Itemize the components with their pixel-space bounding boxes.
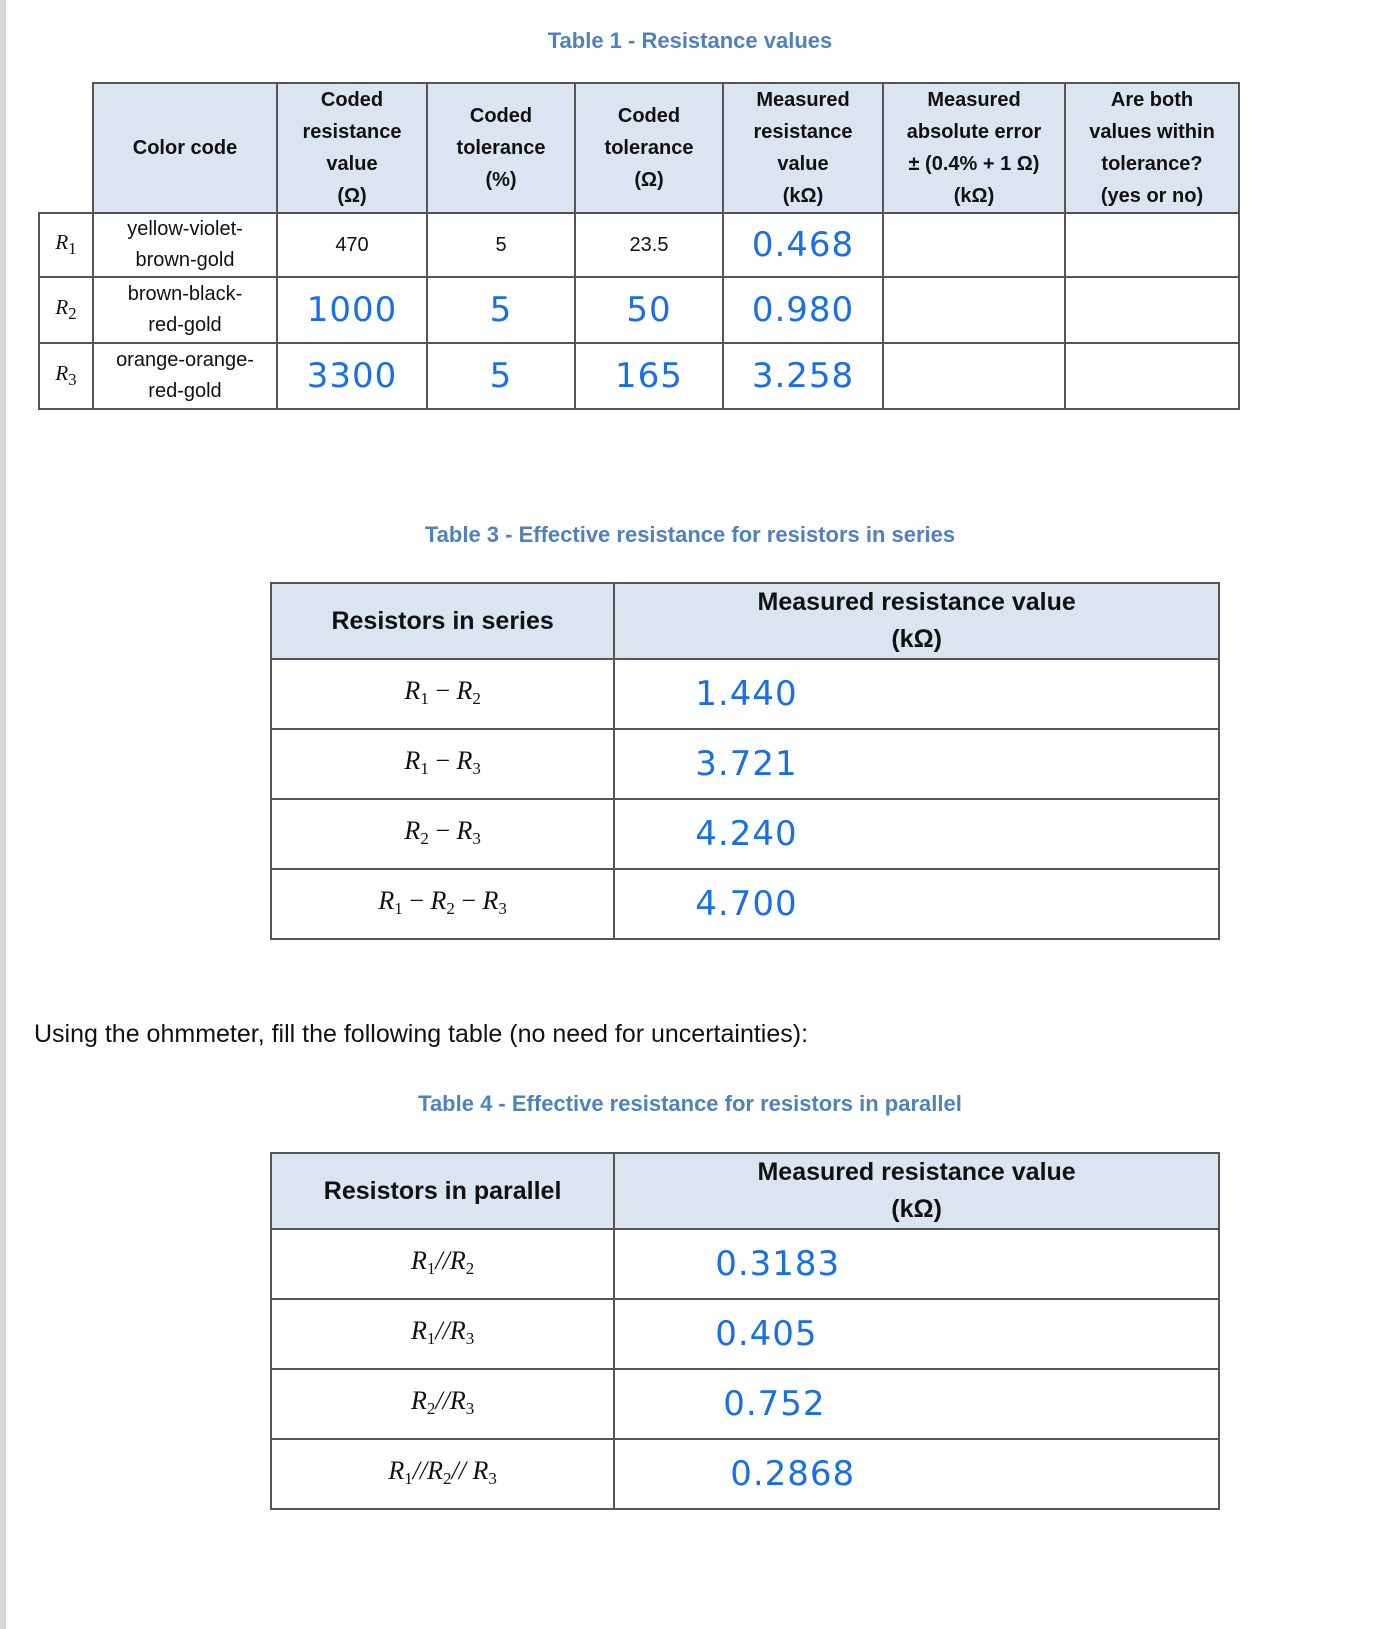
series-combo: $R_1 - R_2 - R_3$ xyxy=(271,869,614,939)
table4-row xyxy=(271,1229,1219,1299)
header-coded-value: Coded resistance value (Ω) xyxy=(277,83,427,213)
coded-value-cell[interactable]: 1000 xyxy=(277,277,427,343)
tol-ohm-cell[interactable]: 165 xyxy=(575,343,723,409)
parallel-value[interactable]: 0.2868 xyxy=(614,1439,1219,1509)
coded-value-cell[interactable]: 3300 xyxy=(277,343,427,409)
series-combo: $R_1 - R_3$ xyxy=(271,729,614,799)
table1-header-row xyxy=(39,83,1239,213)
within-cell[interactable] xyxy=(1065,343,1239,409)
table4-row xyxy=(271,1299,1219,1369)
parallel-combo: $R_1//R_3$ xyxy=(271,1299,614,1369)
table4-row xyxy=(271,1439,1219,1509)
page-edge xyxy=(0,0,6,1629)
header-resistors-parallel: Resistors in parallel xyxy=(271,1153,614,1229)
table4-row xyxy=(271,1369,1219,1439)
series-value[interactable]: 3.721 xyxy=(614,729,1219,799)
tol-ohm-cell: 23.5 xyxy=(575,213,723,277)
table3 xyxy=(270,582,1220,940)
abs-error-cell[interactable] xyxy=(883,213,1065,277)
within-cell[interactable] xyxy=(1065,277,1239,343)
series-combo: $R_2 - R_3$ xyxy=(271,799,614,869)
header-coded-tol-ohm: Coded tolerance (Ω) xyxy=(575,83,723,213)
header-abs-error: Measured absolute error ± (0.4% + 1 Ω) (kΩ) xyxy=(883,83,1065,213)
row-label: $R_2$ xyxy=(39,277,93,343)
table3-row xyxy=(271,659,1219,729)
table1-row-r3 xyxy=(39,343,1239,409)
row-label: $R_1$ xyxy=(39,213,93,277)
parallel-value[interactable]: 0.752 xyxy=(614,1369,1219,1439)
parallel-combo: $R_1//R_2//$ $R_3$ xyxy=(271,1439,614,1509)
within-cell[interactable] xyxy=(1065,213,1239,277)
table1 xyxy=(38,82,1240,410)
instruction-text: Using the ohmmeter, fill the following table (no need for uncertainties): xyxy=(34,1020,809,1048)
header-within-tolerance: Are both values within tolerance? (yes or no) xyxy=(1065,83,1239,213)
table3-row xyxy=(271,799,1219,869)
color-code-cell: brown-black- red-gold xyxy=(93,277,277,343)
parallel-value[interactable]: 0.3183 xyxy=(614,1229,1219,1299)
header-measured-parallel: Measured resistance value (kΩ) xyxy=(614,1153,1219,1229)
series-value[interactable]: 4.240 xyxy=(614,799,1219,869)
table3-caption: Table 3 - Effective resistance for resistors in series xyxy=(424,522,956,547)
header-resistors-series: Resistors in series xyxy=(271,583,614,659)
table1-row-r2 xyxy=(39,277,1239,343)
series-combo: $R_1 - R_2$ xyxy=(271,659,614,729)
header-measured-value: Measured resistance value (kΩ) xyxy=(723,83,883,213)
abs-error-cell[interactable] xyxy=(883,343,1065,409)
parallel-combo: $R_2//R_3$ xyxy=(271,1369,614,1439)
header-coded-tol-pct: Coded tolerance (%) xyxy=(427,83,575,213)
measured-cell[interactable]: 3.258 xyxy=(723,343,883,409)
table4-header-row xyxy=(271,1153,1219,1229)
parallel-value[interactable]: 0.405 xyxy=(614,1299,1219,1369)
row-label: $R_3$ xyxy=(39,343,93,409)
measured-cell[interactable]: 0.468 xyxy=(723,213,883,277)
parallel-combo: $R_1//R_2$ xyxy=(271,1229,614,1299)
series-value[interactable]: 4.700 xyxy=(614,869,1219,939)
table4 xyxy=(270,1152,1220,1510)
color-code-cell: yellow-violet- brown-gold xyxy=(93,213,277,277)
tol-pct-cell[interactable]: 5 xyxy=(427,343,575,409)
table3-row xyxy=(271,729,1219,799)
tol-pct-cell[interactable]: 5 xyxy=(427,277,575,343)
abs-error-cell[interactable] xyxy=(883,277,1065,343)
coded-value-cell: 470 xyxy=(277,213,427,277)
table4-caption: Table 4 - Effective resistance for resistors in parallel xyxy=(418,1091,962,1116)
color-code-cell: orange-orange- red-gold xyxy=(93,343,277,409)
table3-row xyxy=(271,869,1219,939)
table3-header-row xyxy=(271,583,1219,659)
header-measured-series: Measured resistance value (kΩ) xyxy=(614,583,1219,659)
table1-row-r1 xyxy=(39,213,1239,277)
table1-corner xyxy=(39,83,93,213)
series-value[interactable]: 1.440 xyxy=(614,659,1219,729)
tol-ohm-cell[interactable]: 50 xyxy=(575,277,723,343)
table1-caption: Table 1 - Resistance values xyxy=(547,28,833,53)
header-color-code: Color code xyxy=(93,83,277,213)
measured-cell[interactable]: 0.980 xyxy=(723,277,883,343)
tol-pct-cell: 5 xyxy=(427,213,575,277)
